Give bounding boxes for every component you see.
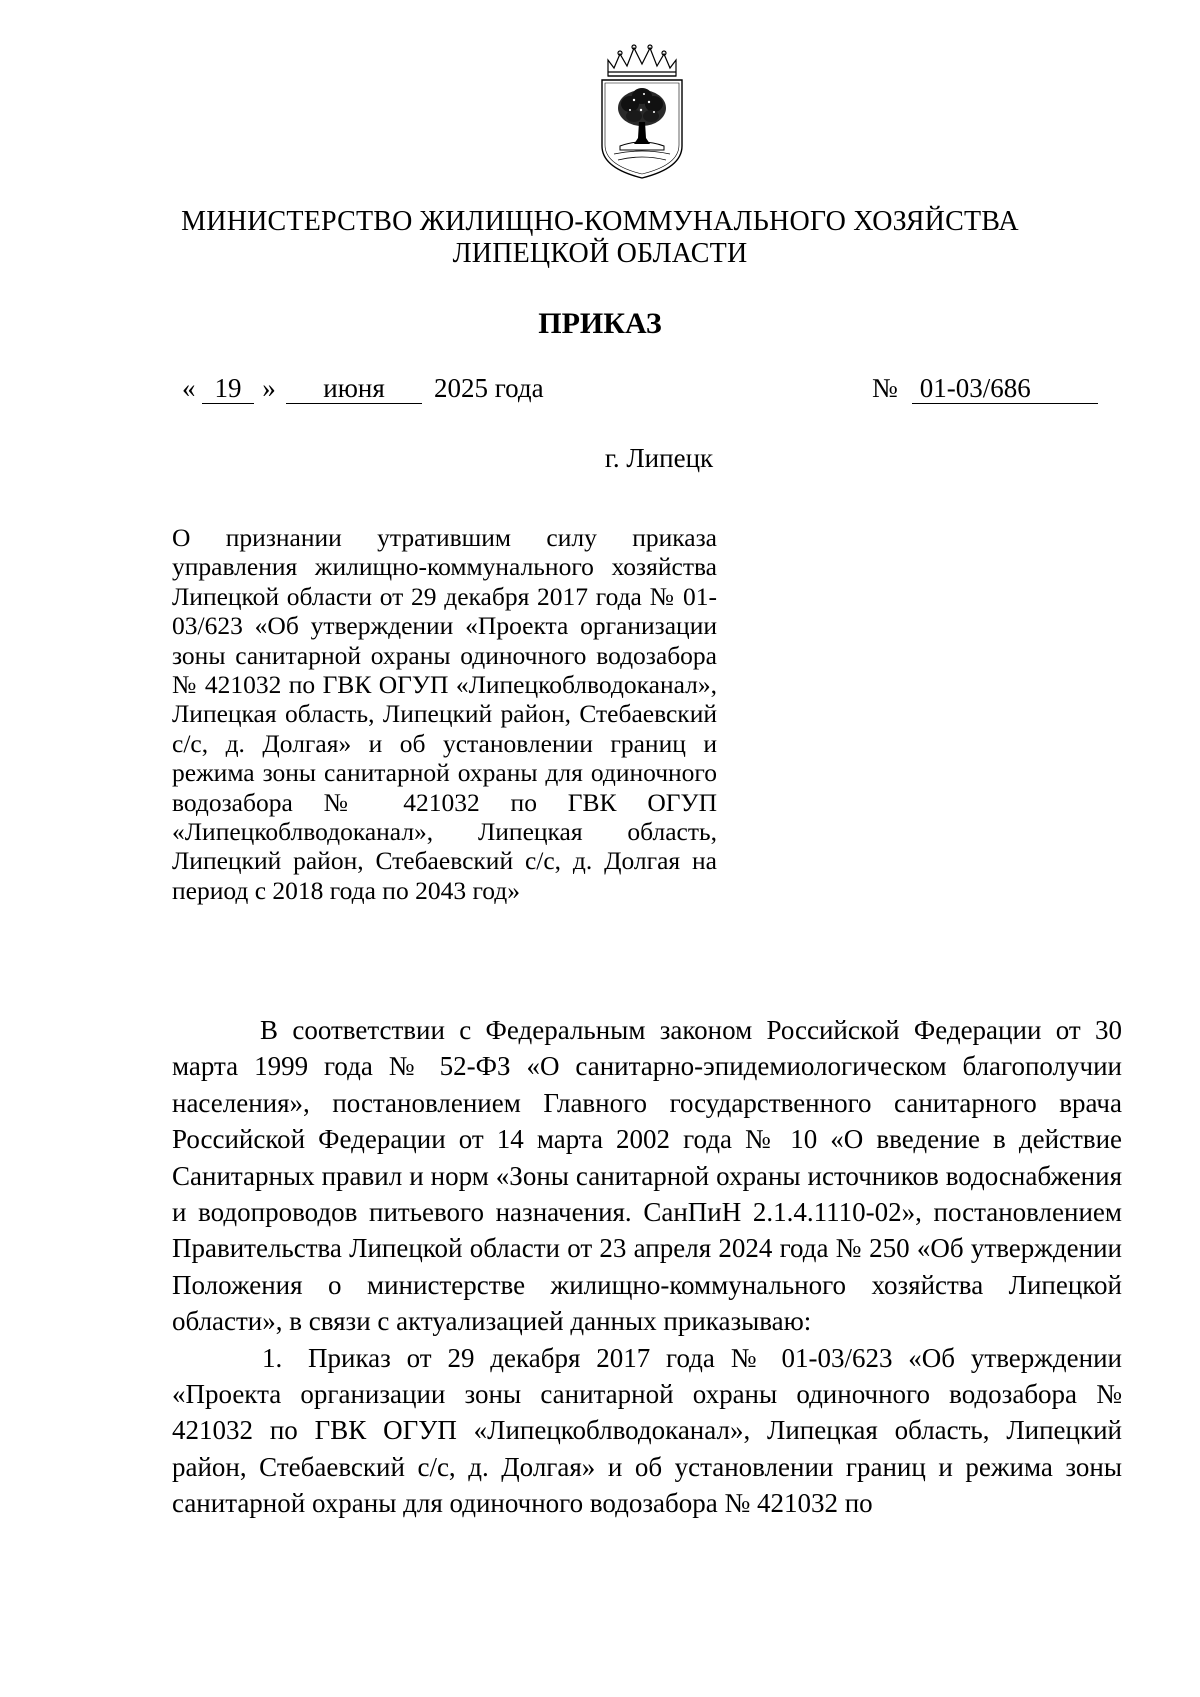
order-subject: О признании утратившим силу приказа управления жилищно-коммунального хозяйства Липецкой области от 29 декабря 2017 года № 01-03/623 «Об утверждении «Проекта организации зоны санитарной охраны одиночного водозабора № 421032 по ГВК ОГУП «Липецкоблводоканал», Липецкая область, Липецкий район, Стебаевский с/с, д. Долгая» и об установлении границ и режима зоны санитарной охраны для одиночного водозабора № 421032 по ГВК ОГУП «Липецкоблводоканал», Липецкая область, Липецкий район, Стебаевский с/с, д. Долгая на период с 2018 года по 2043 год» <box>172 523 717 905</box>
city-name: г. Липецк <box>604 443 714 473</box>
lipetsk-coat-of-arms-icon <box>594 42 690 182</box>
date-day: 19 <box>202 373 254 404</box>
date-month: июня <box>286 373 422 404</box>
order-body <box>172 1012 1122 1522</box>
date-year: 2025 года <box>434 373 544 403</box>
order-date <box>182 372 544 404</box>
number-sign: № <box>872 373 898 403</box>
order-item-number: 1. <box>262 1342 283 1373</box>
order-number <box>872 372 1098 404</box>
order-item-1 <box>172 1340 1122 1522</box>
document-type-title: ПРИКАЗ <box>538 307 662 340</box>
order-item-text: Приказ от 29 декабря 2017 года № 01-03/623 «Об утверждении «Проекта организации зоны санитарной охраны одиночного водозабора № 421032 по ГВК ОГУП «Липецкоблводоканал», Липецкая область, Липецкий район, Стебаевский с/с, д. Долгая» и об установлении границ и режима зоны санитарной охраны для одиночного водозабора № 421032 по <box>172 1342 1122 1519</box>
ministry-name-line2: ЛИПЕЦКОЙ ОБЛАСТИ <box>452 238 748 269</box>
ministry-name-line1: МИНИСТЕРСТВО ЖИЛИЩНО-КОММУНАЛЬНОГО ХОЗЯЙСТВА <box>181 206 1019 237</box>
date-open-quote: « <box>182 373 196 403</box>
date-close-quote: » <box>262 373 276 403</box>
preamble-paragraph: В соответствии с Федеральным законом Российской Федерации от 30 марта 1999 года № 52-ФЗ «О санитарно-эпидемиологическом благополучии населения», постановлением Главного государственного санитарного врача Российской Федерации от 14 марта 2002 года № 10 «О введение в действие Санитарных правил и норм «Зоны санитарной охраны источников водоснабжения и водопроводов питьевого назначения. СанПиН 2.1.4.1110-02», постановлением Правительства Липецкой области от 23 апреля 2024 года № 250 «Об утверждении Положения о министерстве жилищно-коммунального хозяйства Липецкой области», в связи с актуализацией данных приказываю: <box>172 1015 1122 1337</box>
number-value: 01-03/686 <box>912 373 1098 404</box>
